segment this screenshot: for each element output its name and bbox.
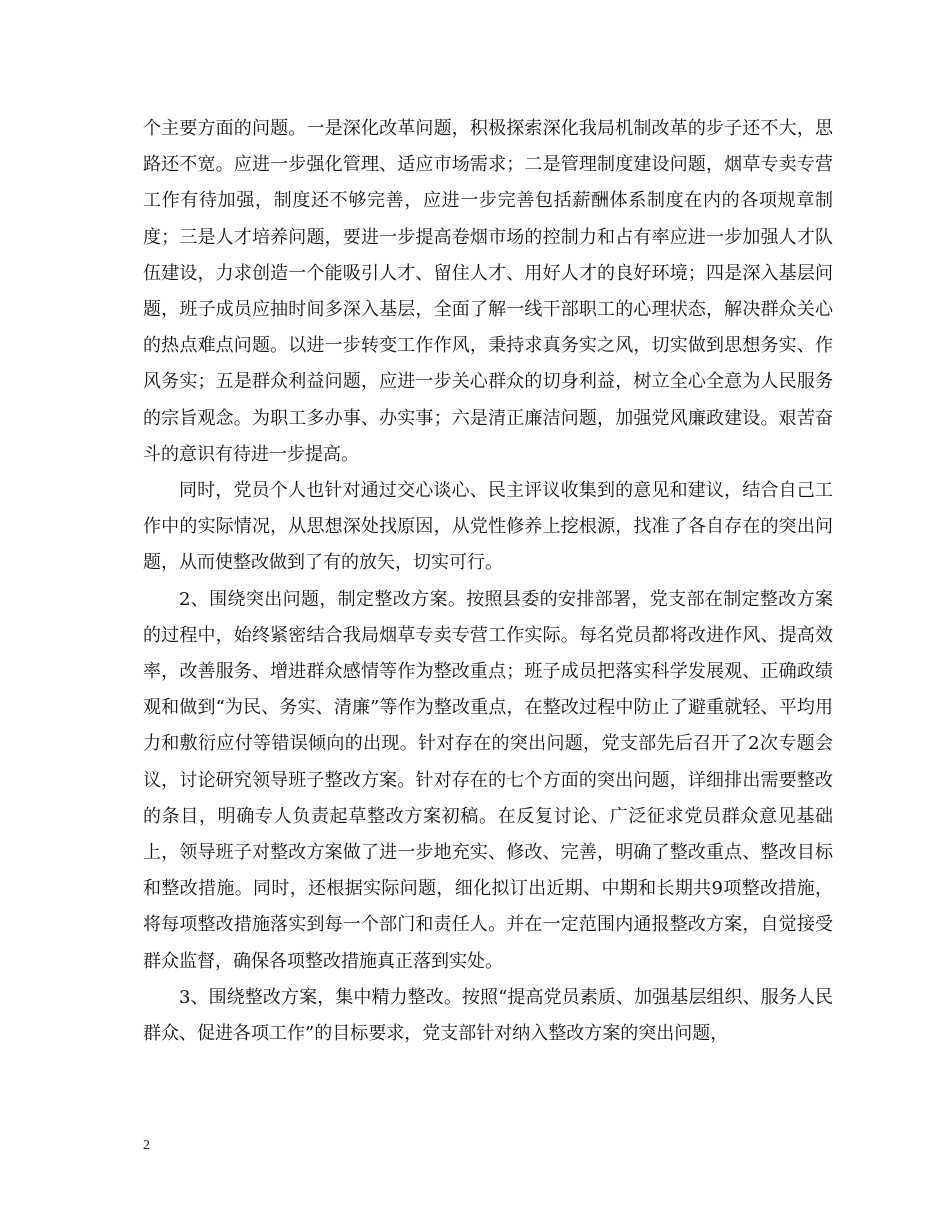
paragraph-continued-issues: 个主要方面的问题。一是深化改革问题，积极探索深化我局机制改革的步子还不大，思路还不宽。应进一步强化管理、适应市场需求；二是管理制度建设问题，烟草专卖专营工作有待加强，制度还不够完善，应进一步完善包括薪酬体系制度在内的各项规章制度；三是人才培养问题，要进一步提高卷烟市场的控制力和占有率应进一步加强人才队伍建设，力求创造一个能吸引人才、留住人才、用好人才的良好环境；四是深入基层问题，班子成员应抽时间多深入基层，全面了解一线干部职工的心理状态，解决群众关心的热点难点问题。以进一步转变工作作风，秉持求真务实之风，切实做到思想务实、作风务实；五是群众利益问题，应进一步关心群众的切身利益，树立全心全意为人民服务的宗旨观念。为职工多办事、办实事；六是清正廉洁问题，加强党风廉政建设。艰苦奋斗的意识有待进一步提高。 xyxy=(143,118,833,465)
paragraph-focused-rectification: 3、围绕整改方案，集中精力整改。按照“提高党员素质、加强基层组织、服务人民群众、促进各项工作”的目标要求，党支部针对纳入整改方案的突出问题， xyxy=(143,986,833,1045)
page-number: 2 xyxy=(143,1138,150,1153)
paragraph-personal-reflection: 同时，党员个人也针对通过交心谈心、民主评议收集到的意见和建议，结合自己工作中的实际情况，从思想深处找原因，从党性修养上挖根源，找准了各自存在的突出问题，从而使整改做到了有的放矢，切实可行。 xyxy=(143,480,833,574)
paragraph-rectification-plan: 2、围绕突出问题，制定整改方案。按照县委的安排部署，党支部在制定整改方案的过程中，始终紧密结合我局烟草专卖专营工作实际。每名党员都将改进作风、提高效率，改善服务、增进群众感情等作为整改重点；班子成员把落实科学发展观、正确政绩观和做到“为民、务实、清廉”等作为整改重点，在整改过程中防止了避重就轻、平均用力和敷衍应付等错误倾向的出现。针对存在的突出问题，党支部先后召开了2次专题会议，讨论研究领导班子整改方案。针对存在的七个方面的突出问题，详细排出需要整改的条目，明确专人负责起草整改方案初稿。在反复讨论、广泛征求党员群众意见基础上，领导班子对整改方案做了进一步地充实、修改、完善，明确了整改重点、整改目标和整改措施。同时，还根据实际问题，细化拟订出近期、中期和长期共9项整改措施，将每项整改措施落实到每一个部门和责任人。并在一定范围内通报整改方案，自觉接受群众监督，确保各项整改措施真正落到实处。 xyxy=(143,588,833,972)
document-body xyxy=(143,111,833,1052)
